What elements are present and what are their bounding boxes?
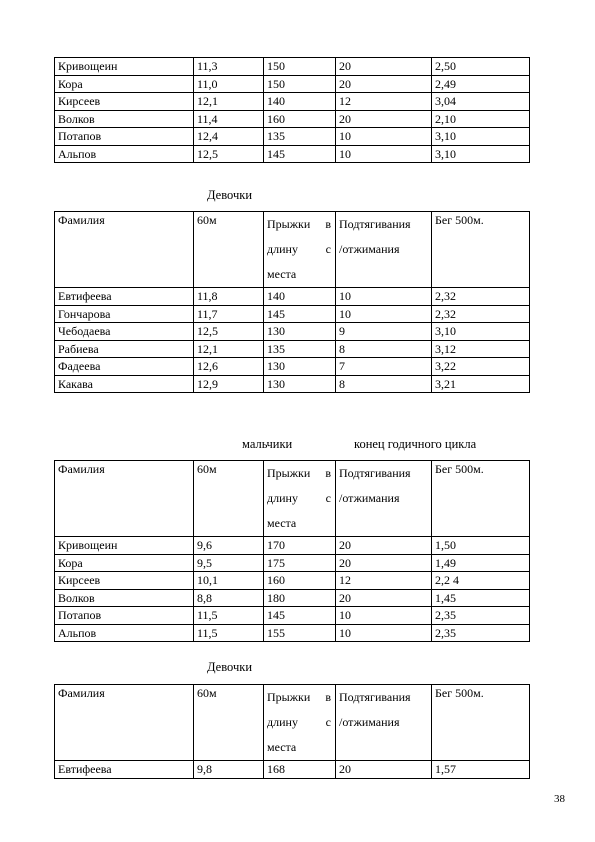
table-row (55, 624, 530, 642)
cell-pullups: 20 (336, 761, 432, 779)
cell-500m: 2,32 (432, 288, 530, 306)
header-name (55, 212, 194, 288)
header-pullups-line1: Подтягивания (339, 217, 411, 231)
cell-500m: 2,35 (432, 624, 530, 642)
header-jump (264, 685, 336, 761)
cell-long-jump: 168 (264, 761, 336, 779)
header-jump-word: длину (267, 242, 298, 256)
cell-surname: Альпов (55, 624, 194, 642)
header-jump-word: в (325, 217, 331, 231)
cell-long-jump: 135 (264, 340, 336, 358)
cell-60m: 9,6 (194, 537, 264, 555)
table-row (55, 375, 530, 393)
cell-long-jump: 180 (264, 589, 336, 607)
table-row (55, 58, 530, 76)
cell-pullups: 20 (336, 589, 432, 607)
cell-60m: 10,1 (194, 572, 264, 590)
header-jump-word: с (325, 491, 331, 505)
cell-500m: 3,21 (432, 375, 530, 393)
header-pullups-line2: /отжимания (339, 242, 400, 256)
header-pullups (336, 461, 432, 537)
header-jump-line2 (267, 237, 331, 262)
cell-500m: 1,45 (432, 589, 530, 607)
cell-60m: 11,5 (194, 607, 264, 625)
header-jump-word: с (325, 715, 331, 729)
cell-pullups: 10 (336, 305, 432, 323)
header-jump (264, 461, 336, 537)
header-jump-word: длину (267, 491, 298, 505)
table-header-row (55, 461, 530, 537)
table-row (55, 554, 530, 572)
cell-surname: Кирсеев (55, 572, 194, 590)
cell-500m: 2,35 (432, 607, 530, 625)
cell-pullups: 10 (336, 145, 432, 163)
table-row (55, 305, 530, 323)
header-jump-word: в (325, 690, 331, 704)
table-header-row (55, 212, 530, 288)
header-name-label: Фамилия (58, 686, 105, 700)
header-jump-label (267, 685, 331, 760)
results-table-girls-start (54, 211, 530, 393)
cell-60m: 12,5 (194, 145, 264, 163)
cell-500m: 3,10 (432, 323, 530, 341)
header-60m-label: 60м (197, 462, 217, 476)
cell-surname: Какава (55, 375, 194, 393)
cell-surname: Чебодаева (55, 323, 194, 341)
header-jump-line1 (267, 685, 331, 710)
header-jump-line3: места (267, 267, 297, 281)
cell-long-jump: 150 (264, 58, 336, 76)
cell-500m: 1,49 (432, 554, 530, 572)
header-jump-line3: места (267, 740, 297, 754)
header-500m-label: Бег 500м. (435, 686, 484, 700)
table-row (55, 323, 530, 341)
header-pullups (336, 212, 432, 288)
cell-pullups: 7 (336, 358, 432, 376)
header-60m-label: 60м (197, 686, 217, 700)
header-jump-line3: места (267, 516, 297, 530)
header-jump-word: Прыжки (267, 217, 311, 231)
cell-60m: 9,8 (194, 761, 264, 779)
cell-pullups: 20 (336, 75, 432, 93)
caption-girls-1: Девочки (207, 188, 253, 202)
cell-pullups: 8 (336, 375, 432, 393)
cell-long-jump: 140 (264, 93, 336, 111)
cell-surname: Кирсеев (55, 93, 194, 111)
header-jump-line2 (267, 486, 331, 511)
cell-surname: Евтифеева (55, 288, 194, 306)
table-row (55, 537, 530, 555)
cell-long-jump: 160 (264, 572, 336, 590)
cell-pullups: 20 (336, 110, 432, 128)
cell-60m: 11,7 (194, 305, 264, 323)
header-pullups (336, 685, 432, 761)
header-60m (194, 212, 264, 288)
header-jump-word: в (325, 466, 331, 480)
cell-pullups: 20 (336, 58, 432, 76)
cell-surname: Волков (55, 589, 194, 607)
table-row (55, 93, 530, 111)
cell-500m: 1,57 (432, 761, 530, 779)
cell-60m: 11,0 (194, 75, 264, 93)
header-pullups-line2: /отжимания (339, 715, 400, 729)
table-header-row (55, 685, 530, 761)
header-jump-line2 (267, 710, 331, 735)
cell-pullups: 9 (336, 323, 432, 341)
table-row (55, 358, 530, 376)
header-60m (194, 685, 264, 761)
table-row (55, 761, 530, 779)
page-number: 38 (554, 793, 565, 805)
cell-surname: Волков (55, 110, 194, 128)
header-500m-label: Бег 500м. (435, 462, 484, 476)
cell-500m: 2,50 (432, 58, 530, 76)
cell-surname: Евтифеева (55, 761, 194, 779)
cell-surname: Рабиева (55, 340, 194, 358)
header-jump-line1 (267, 212, 331, 237)
cell-60m: 12,1 (194, 340, 264, 358)
table-row (55, 607, 530, 625)
cell-500m: 3,10 (432, 128, 530, 146)
cell-pullups: 20 (336, 554, 432, 572)
cell-60m: 9,5 (194, 554, 264, 572)
table-row (55, 572, 530, 590)
cell-pullups: 10 (336, 128, 432, 146)
header-jump-word: Прыжки (267, 690, 311, 704)
header-500m (432, 685, 530, 761)
cell-long-jump: 140 (264, 288, 336, 306)
cell-500m: 2,2 4 (432, 572, 530, 590)
header-500m (432, 212, 530, 288)
cell-long-jump: 150 (264, 75, 336, 93)
header-500m (432, 461, 530, 537)
header-jump-word: длину (267, 715, 298, 729)
cell-pullups: 12 (336, 572, 432, 590)
cell-60m: 11,4 (194, 110, 264, 128)
cell-pullups: 12 (336, 93, 432, 111)
cell-60m: 8,8 (194, 589, 264, 607)
cell-long-jump: 135 (264, 128, 336, 146)
cell-60m: 11,3 (194, 58, 264, 76)
header-60m-label: 60м (197, 213, 217, 227)
cell-surname: Потапов (55, 607, 194, 625)
cell-surname: Фадеева (55, 358, 194, 376)
table-row (55, 110, 530, 128)
results-table-boys-start (54, 57, 530, 163)
cell-500m: 3,04 (432, 93, 530, 111)
cell-surname: Кривощеин (55, 58, 194, 76)
cell-long-jump: 175 (264, 554, 336, 572)
cell-long-jump: 145 (264, 607, 336, 625)
caption-boys: мальчики (242, 437, 293, 451)
cell-surname: Альпов (55, 145, 194, 163)
cell-pullups: 20 (336, 537, 432, 555)
cell-60m: 11,8 (194, 288, 264, 306)
cell-60m: 12,4 (194, 128, 264, 146)
cell-500m: 1,50 (432, 537, 530, 555)
cell-60m: 12,6 (194, 358, 264, 376)
header-jump (264, 212, 336, 288)
cell-60m: 12,5 (194, 323, 264, 341)
cell-500m: 2,32 (432, 305, 530, 323)
cell-surname: Потапов (55, 128, 194, 146)
header-name-label: Фамилия (58, 462, 105, 476)
header-name (55, 461, 194, 537)
cell-60m: 11,5 (194, 624, 264, 642)
header-pullups-line2: /отжимания (339, 491, 400, 505)
table-row (55, 340, 530, 358)
header-pullups-line1: Подтягивания (339, 690, 411, 704)
table-row (55, 128, 530, 146)
cell-500m: 3,22 (432, 358, 530, 376)
header-500m-label: Бег 500м. (435, 213, 484, 227)
cell-long-jump: 145 (264, 305, 336, 323)
cell-long-jump: 170 (264, 537, 336, 555)
cell-500m: 3,10 (432, 145, 530, 163)
cell-long-jump: 130 (264, 375, 336, 393)
header-jump-label (267, 212, 331, 287)
header-60m (194, 461, 264, 537)
cell-pullups: 10 (336, 624, 432, 642)
table-row (55, 288, 530, 306)
caption-girls-2: Девочки (207, 660, 253, 674)
caption-year-end: конец годичного цикла (354, 437, 477, 451)
table-row (55, 589, 530, 607)
table-row (55, 75, 530, 93)
cell-surname: Гончарова (55, 305, 194, 323)
cell-surname: Кривощеин (55, 537, 194, 555)
cell-long-jump: 160 (264, 110, 336, 128)
results-table-girls-end (54, 684, 530, 779)
cell-long-jump: 155 (264, 624, 336, 642)
cell-surname: Кора (55, 554, 194, 572)
header-jump-line1 (267, 461, 331, 486)
header-jump-label (267, 461, 331, 536)
header-jump-word: с (325, 242, 331, 256)
cell-60m: 12,9 (194, 375, 264, 393)
cell-long-jump: 130 (264, 323, 336, 341)
cell-60m: 12,1 (194, 93, 264, 111)
cell-500m: 2,10 (432, 110, 530, 128)
header-name (55, 685, 194, 761)
cell-long-jump: 130 (264, 358, 336, 376)
cell-pullups: 10 (336, 607, 432, 625)
cell-surname: Кора (55, 75, 194, 93)
table-row (55, 145, 530, 163)
header-name-label: Фамилия (58, 213, 105, 227)
cell-pullups: 8 (336, 340, 432, 358)
header-pullups-line1: Подтягивания (339, 466, 411, 480)
cell-500m: 2,49 (432, 75, 530, 93)
header-jump-word: Прыжки (267, 466, 311, 480)
results-table-boys-end (54, 460, 530, 642)
cell-500m: 3,12 (432, 340, 530, 358)
cell-long-jump: 145 (264, 145, 336, 163)
cell-pullups: 10 (336, 288, 432, 306)
